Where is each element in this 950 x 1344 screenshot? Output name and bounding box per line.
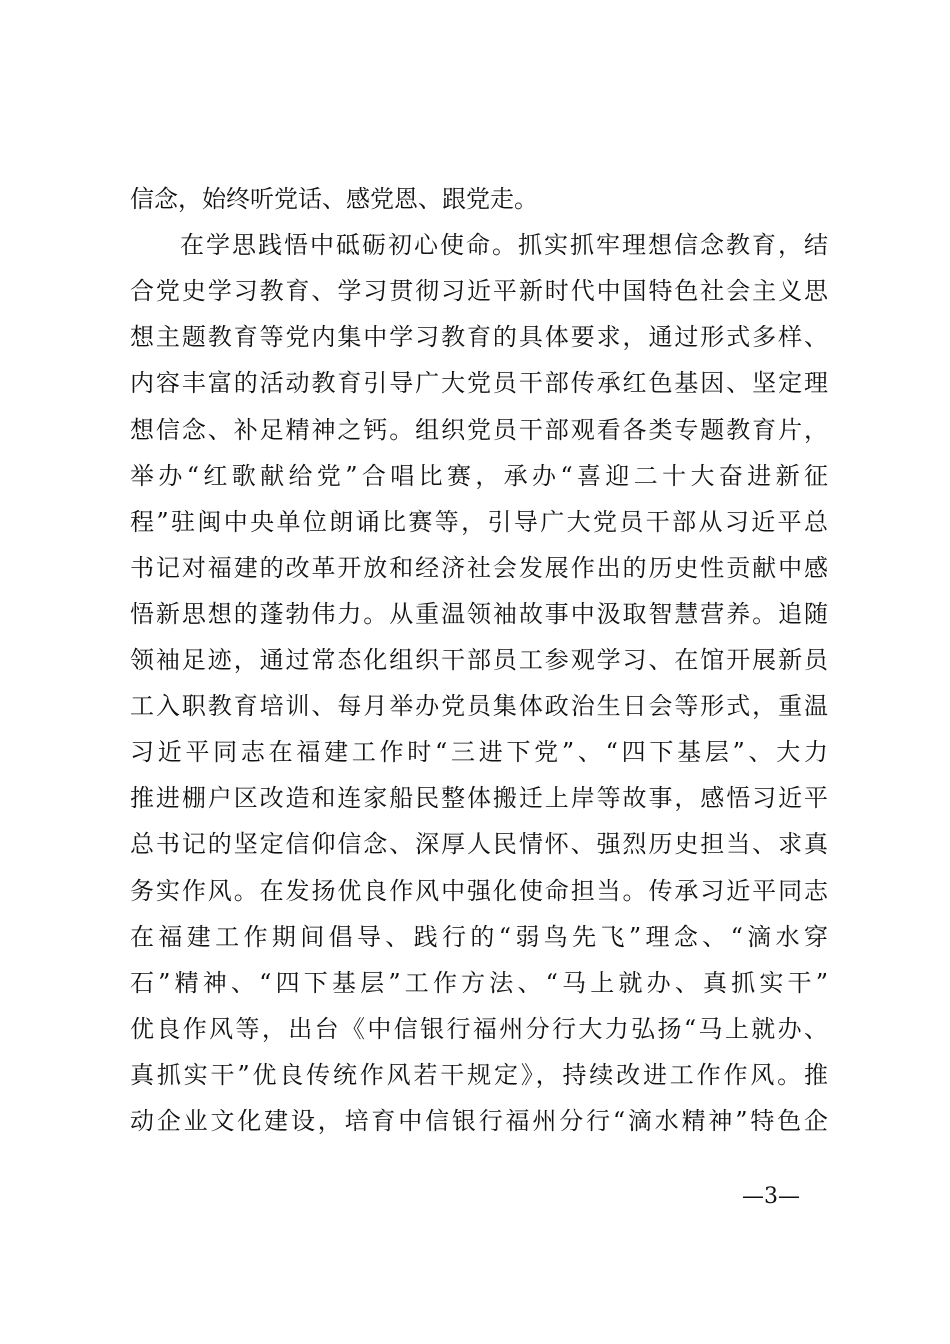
text-line: 合党史学习教育、学习贯彻习近平新时代中国特色社会主义思 — [130, 277, 828, 306]
text-line: 在福建工作期间倡导、践行的“弱鸟先飞”理念、“滴水穿 — [130, 922, 828, 951]
text-line: 石”精神、“四下基层”工作方法、“马上就办、真抓实干” — [130, 968, 828, 997]
text-line: 总书记的坚定信仰信念、深厚人民情怀、强烈历史担当、求真 — [130, 830, 828, 859]
text-line: 动企业文化建设，培育中信银行福州分行“滴水精神”特色企 — [130, 1107, 828, 1135]
page-number: —3— — [742, 1184, 800, 1209]
text-line: 想信念、补足精神之钙。组织党员干部观看各类专题教育片， — [130, 415, 828, 444]
text-line: 推进棚户区改造和连家船民整体搬迁上岸等故事，感悟习近平 — [130, 784, 828, 813]
text-line: 工入职教育培训、每月举办党员集体政治生日会等形式，重温 — [130, 692, 828, 721]
text-line: 真抓实干”优良传统作风若干规定》，持续改进工作作风。推 — [130, 1060, 828, 1089]
text-line: 习近平同志在福建工作时“三进下党”、“四下基层”、大力 — [130, 738, 828, 767]
text-line: 务实作风。在发扬优良作风中强化使命担当。传承习近平同志 — [130, 876, 828, 905]
text-line: 想主题教育等党内集中学习教育的具体要求，通过形式多样、 — [130, 323, 828, 352]
text-line: 悟新思想的蓬勃伟力。从重温领袖故事中汲取智慧营养。追随 — [130, 599, 828, 628]
text-line: 在学思践悟中砥砺初心使命。抓实抓牢理想信念教育，结 — [180, 231, 828, 260]
text-line: 信念，始终听党话、感党恩、跟党走。 — [130, 185, 538, 213]
text-line: 书记对福建的改革开放和经济社会发展作出的历史性贡献中感 — [130, 553, 828, 582]
text-line: 内容丰富的活动教育引导广大党员干部传承红色基因、坚定理 — [130, 369, 828, 398]
text-line: 举办“红歌献给党”合唱比赛，承办“喜迎二十大奋进新征 — [130, 461, 828, 490]
text-line: 优良作风等，出台《中信银行福州分行大力弘扬“马上就办、 — [130, 1014, 828, 1043]
text-line: 程”驻闽中央单位朗诵比赛等，引导广大党员干部从习近平总 — [130, 507, 828, 536]
text-line: 领袖足迹，通过常态化组织干部员工参观学习、在馆开展新员 — [130, 646, 828, 674]
